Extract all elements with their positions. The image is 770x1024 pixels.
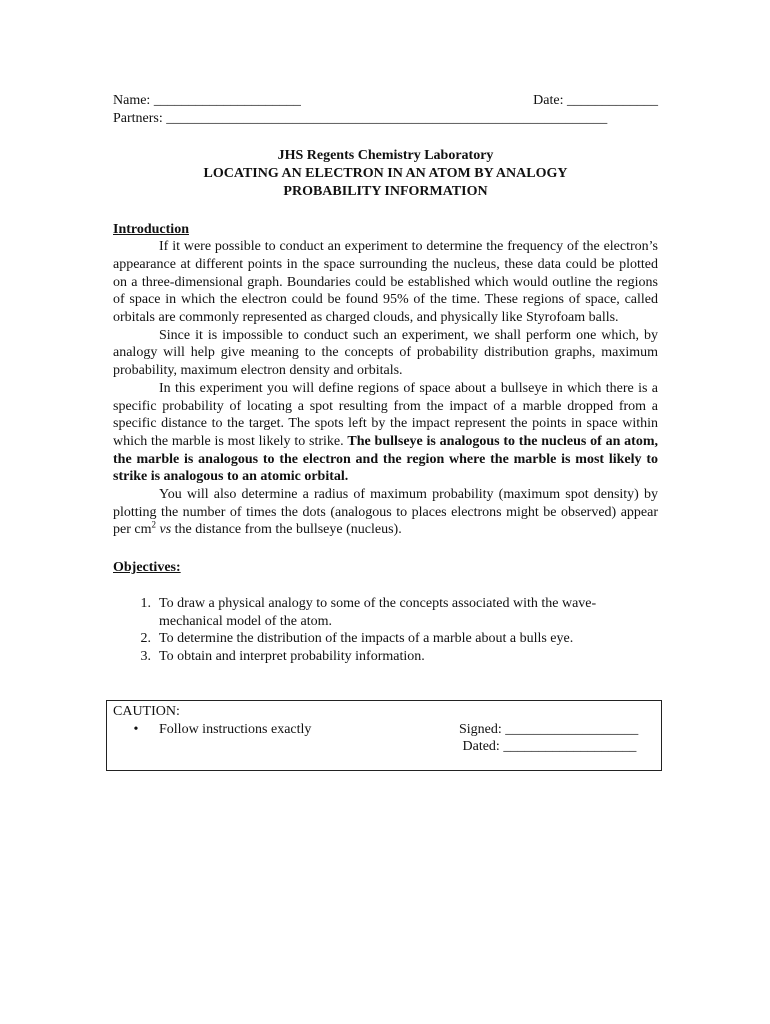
partners-row <box>113 110 658 128</box>
vs-italic: vs <box>159 522 172 538</box>
title-line-2: LOCATING AN ELECTRON IN AN ATOM BY ANALOGY <box>203 166 568 182</box>
objective-number: 1. <box>140 595 151 611</box>
objective-item <box>113 595 658 630</box>
document-title <box>113 147 658 200</box>
caution-item: Follow instructions exactly <box>159 721 312 737</box>
caution-dated-line <box>113 738 655 756</box>
intro-paragraph-4 <box>113 486 658 539</box>
intro-p4-text: You will also determine a radius of maximum probability (maximum spot density) by plotting the number of times the dots (analogous to places electrons might be observed) appear per cm <box>113 487 658 538</box>
caution-heading: CAUTION: <box>113 704 180 719</box>
objective-text: To draw a physical analogy to some of the concepts associated with the wave-mechanical model of the atom. <box>159 595 597 629</box>
objective-text: To obtain and interpret probability information. <box>159 648 425 664</box>
objective-number: 3. <box>140 648 151 664</box>
title-line-3: PROBABILITY INFORMATION <box>283 183 488 199</box>
name-field: Name: _____________________ <box>113 93 301 108</box>
title-line-1: JHS Regents Chemistry Laboratory <box>277 148 494 164</box>
intro-paragraph-3 <box>113 380 658 486</box>
objective-text: To determine the distribution of the impacts of a marble about a bulls eye. <box>159 631 574 647</box>
dated-field: Dated: ___________________ <box>459 739 637 755</box>
intro-p4-text-end: the distance from the bullseye (nucleus). <box>171 522 402 538</box>
intro-paragraph-1: If it were possible to conduct an experiment to determine the frequency of the electron’s appearance at different points in the space surrounding the nucleus, these data could be plotted on a three-dimensional graph. Boundaries could be established which would outline the regions of space in which the electron could be found 95% of the time. These regions of space, called orbitals are commonly represented as charged clouds, and physically like Styrofoam balls. <box>113 239 658 326</box>
intro-p3-text: In this experiment you will define regions of space about a bullseye in which there is a specific probability of locating a spot resulting from the impact of a marble dropped from a specific distance to the target. The spots left by the impact represent the points in space within which the marble is most likely to strike. <box>113 380 658 449</box>
caution-signed-line <box>113 721 655 739</box>
introduction-heading: Introduction <box>113 221 189 237</box>
worksheet-page <box>113 92 658 666</box>
intro-p3-bold: The bullseye is analogous to the nucleus of an atom, the marble is analogous to the electron and the region where the marble is most likely to strike is analogous to an atomic orbital. <box>113 433 658 485</box>
date-field: Date: _____________ <box>533 93 658 108</box>
objectives-heading: Objectives: <box>113 560 181 576</box>
signed-field: Signed: ___________________ <box>459 721 639 737</box>
caution-box <box>106 700 662 771</box>
intro-paragraph-2: Since it is impossible to conduct such an experiment, we shall perform one which, by analogy will help give meaning to the concepts of probability distribution graphs, maximum probability, maximum electron density and orbitals. <box>113 327 658 379</box>
bullet-icon: • <box>133 721 139 737</box>
superscript-two: 2 <box>151 519 156 530</box>
objective-item <box>113 630 658 648</box>
objectives-list <box>113 595 658 666</box>
name-date-row <box>113 92 658 110</box>
objective-item <box>113 648 658 666</box>
partners-field: Partners: _______________________________________________________________ <box>113 110 608 126</box>
objective-number: 2. <box>140 631 151 647</box>
